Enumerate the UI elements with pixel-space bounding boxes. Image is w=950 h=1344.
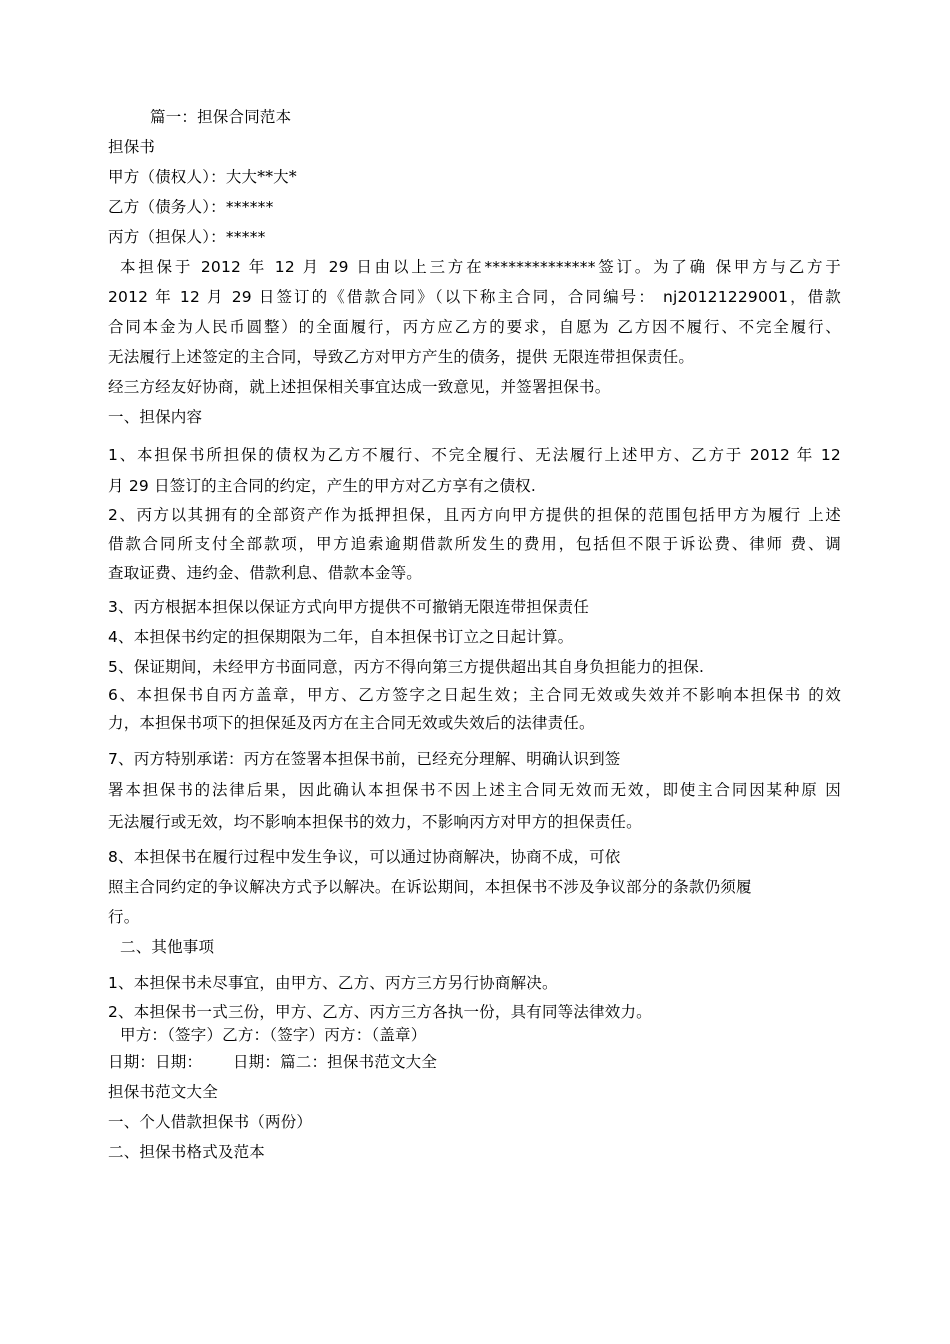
clause-line: 照主合同约定的争议解决方式予以解决。在诉讼期间，本担保书不涉及争议部分的条款仍须履: [108, 878, 752, 896]
part-2-title: 担保书范文大全: [108, 1083, 218, 1101]
intro-line: 合同本金为人民币圆整）的全面履行，丙方应乙方的要求，自愿为 乙方因不履行、不完全履行、: [108, 318, 841, 336]
clause-line: 5、保证期间，未经甲方书面同意，丙方不得向第三方提供超出其自身负担能力的担保.: [108, 658, 705, 676]
party-creditor-value: 大大**大*: [225, 168, 297, 186]
clause-line: 8、本担保书在履行过程中发生争议，可以通过协商解决，协商不成，可依: [108, 848, 621, 866]
intro-line: 本担保于 2012 年 12 月 29 日由以上三方在**************签订。为了确 保甲方与乙方于: [120, 258, 841, 276]
section-1-title: 一、担保内容: [108, 408, 203, 426]
clause-line: 查取证费、违约金、借款利息、借款本金等。: [108, 564, 423, 582]
clause-line: 力，本担保书项下的担保延及丙方在主合同无效或失效后的法律责任。: [108, 714, 595, 732]
date-line: 日期：日期： 日期：篇二：担保书范文大全: [108, 1053, 438, 1071]
party-guarantor-label: 丙方（担保人）：: [108, 228, 226, 246]
document-subtitle: 担保书: [108, 138, 156, 156]
intro-line: 经三方经友好协商，就上述担保相关事宜达成一致意见，并签署担保书。: [108, 378, 611, 396]
party-creditor-label: 甲方（债权人）：: [108, 168, 226, 186]
clause-line: 1、本担保书所担保的债权为乙方不履行、不完全履行、无法履行上述甲方、乙方于 2012 年 12: [108, 446, 841, 464]
party-creditor: [108, 167, 297, 187]
clause-line: 3、丙方根据本担保以保证方式向甲方提供不可撤销无限连带担保责任: [108, 598, 590, 616]
party-debtor-label: 乙方（债务人）：: [108, 198, 226, 216]
part-2-item: 二、担保书格式及范本: [108, 1143, 266, 1161]
clause-line: 4、本担保书约定的担保期限为二年，自本担保书订立之日起计算。: [108, 628, 574, 646]
clause-line: 2、丙方以其拥有的全部资产作为抵押担保，且丙方向甲方提供的担保的范围包括甲方为履行 上述: [108, 506, 841, 524]
other-item: 1、本担保书未尽事宜，由甲方、乙方、丙方三方另行协商解决。: [108, 974, 558, 992]
part-2-item: 一、个人借款担保书（两份）: [108, 1113, 313, 1131]
section-2-title: 二、其他事项: [120, 938, 215, 956]
other-item: 2、本担保书一式三份，甲方、乙方、丙方三方各执一份，具有同等法律效力。: [108, 1003, 652, 1021]
party-debtor-value: ******: [225, 198, 274, 216]
clause-line: 6、本担保书自丙方盖章，甲方、乙方签字之日起生效；主合同无效或失效并不影响本担保书 的效: [108, 686, 841, 704]
party-debtor: [108, 197, 274, 217]
party-guarantor-value: *****: [225, 228, 266, 246]
clause-line: 借款合同所支付全部款项，甲方追索逾期借款所发生的费用，包括但不限于诉讼费、律师 费、调: [108, 535, 841, 553]
intro-line: 无法履行上述签定的主合同，导致乙方对甲方产生的债务，提供 无限连带担保责任。: [108, 348, 695, 366]
intro-line: 2012 年 12 月 29 日签订的《借款合同》（以下称主合同，合同编号： nj20121229001，借款: [108, 288, 841, 306]
clause-line: 无法履行或无效，均不影响本担保书的效力，不影响丙方对甲方的担保责任。: [108, 813, 642, 831]
party-guarantor: [108, 227, 266, 247]
clause-line: 月 29 日签订的主合同的约定，产生的甲方对乙方享有之债权.: [108, 477, 537, 495]
clause-line: 7、丙方特别承诺：丙方在签署本担保书前，已经充分理解、明确认识到签: [108, 750, 621, 768]
clause-line: 行。: [108, 908, 140, 926]
document-heading: 篇一：担保合同范本: [150, 108, 292, 126]
clause-line: 署本担保书的法律后果，因此确认本担保书不因上述主合同无效而无效，即使主合同因某种原 因: [108, 781, 841, 799]
signature-line: 甲方：（签字）乙方：（签字）丙方：（盖章）: [120, 1026, 427, 1044]
